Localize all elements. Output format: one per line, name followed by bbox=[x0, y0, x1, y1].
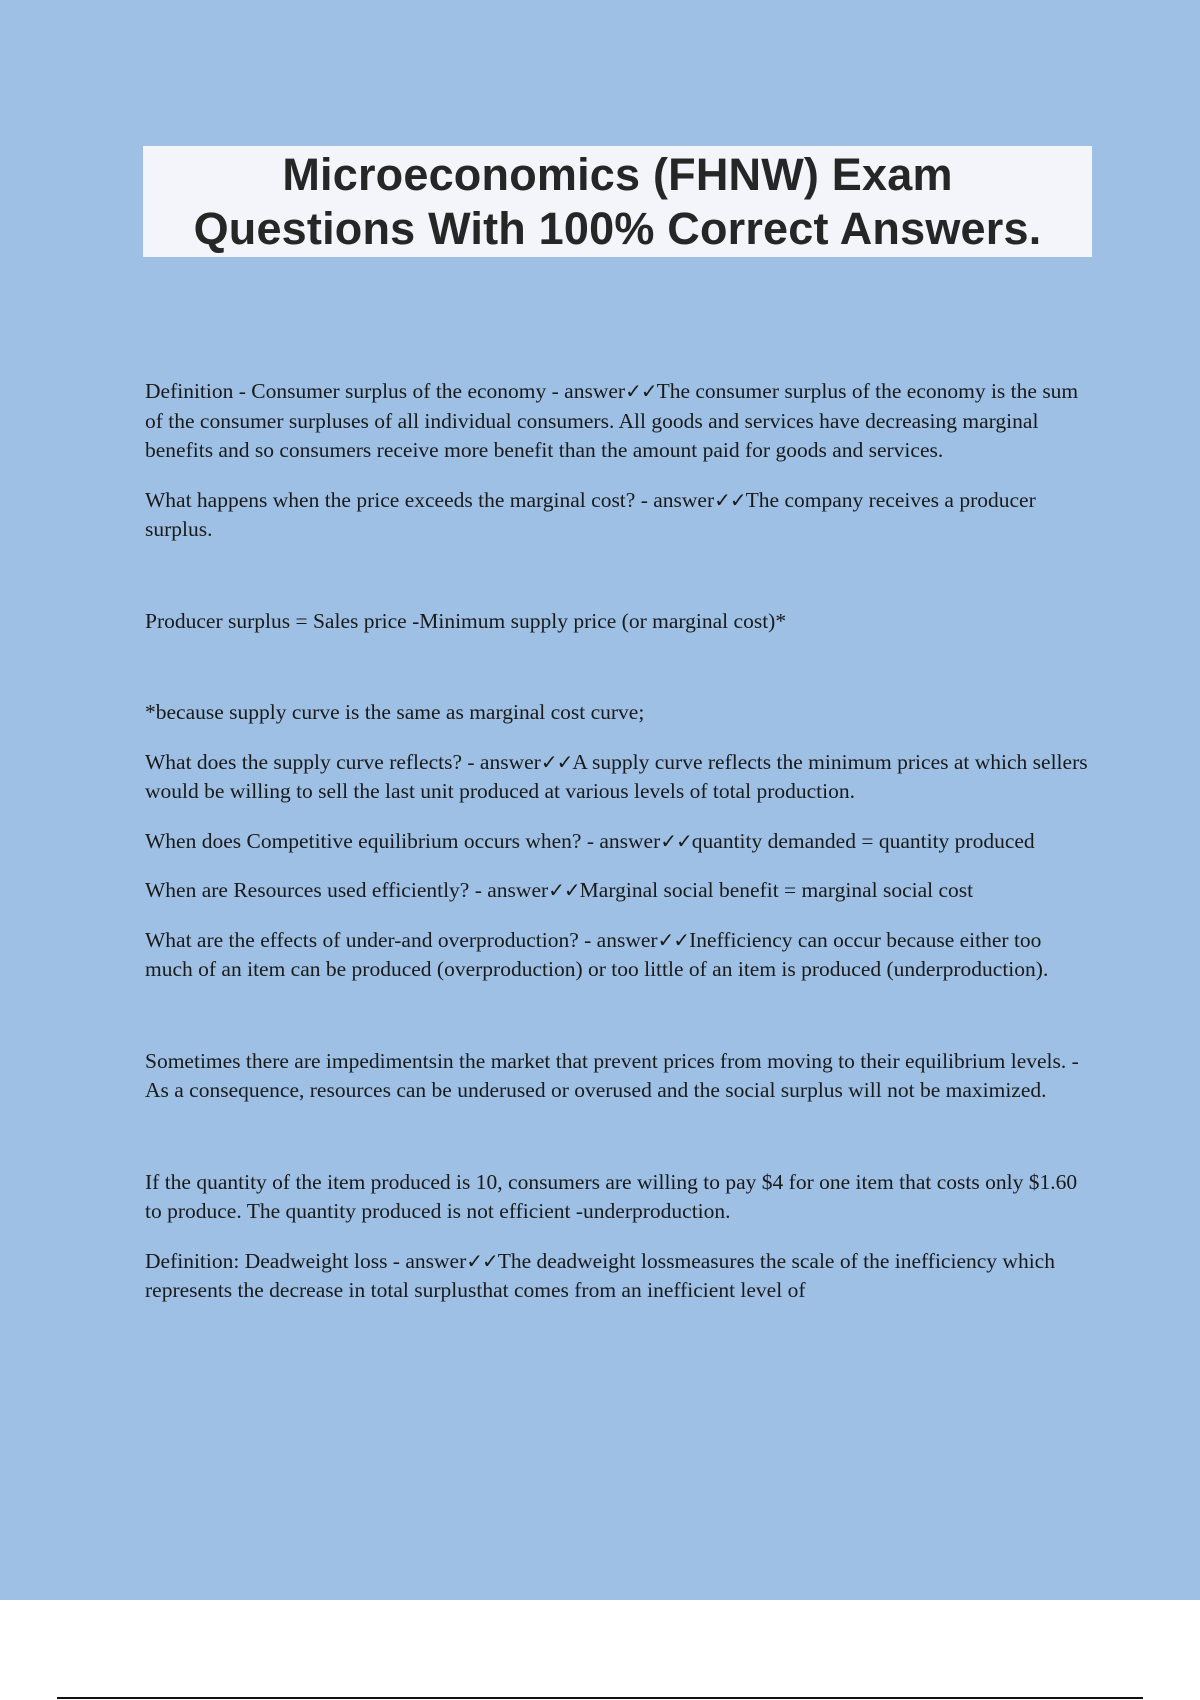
answer-text: The deadweight lossmeasures the scale of the inefficiency which represents the decrease in total surplusthat comes from an inefficient level of bbox=[145, 1248, 1055, 1302]
double-check-icon: ✓✓ bbox=[466, 1248, 498, 1273]
qa-item bbox=[145, 876, 1090, 906]
answer-text: quantity demanded = quantity produced bbox=[691, 828, 1035, 853]
double-check-icon: ✓✓ bbox=[714, 487, 746, 512]
document-title-line-1: Microeconomics (FHNW) Exam bbox=[282, 148, 953, 200]
qa-item bbox=[145, 926, 1090, 985]
footer-divider bbox=[57, 1697, 1143, 1699]
question-text: What are the effects of under-and overproduction? - answer bbox=[145, 927, 658, 952]
question-text: When does Competitive equilibrium occurs when? - answer bbox=[145, 828, 661, 853]
answer-text: The company receives a producer surplus. bbox=[145, 487, 1036, 541]
double-check-icon: ✓✓ bbox=[660, 828, 692, 853]
answer-text: A supply curve reflects the minimum prices at which sellers would be willing to sell the last unit produced at various levels of total production. bbox=[145, 749, 1088, 803]
double-check-icon: ✓✓ bbox=[540, 749, 573, 774]
document-title-line-2: Questions With 100% Correct Answers. bbox=[193, 202, 1042, 254]
qa-item bbox=[145, 827, 1090, 857]
text-paragraph: *because supply curve is the same as marginal cost curve; bbox=[145, 700, 645, 724]
question-text: What does the supply curve reflects? - answer bbox=[145, 749, 541, 774]
qa-item bbox=[145, 486, 1090, 545]
question-text: Definition: Deadweight loss - answer bbox=[145, 1248, 467, 1273]
answer-text: The consumer surplus of the economy is the sum of the consumer surpluses of all individual consumers. All goods and services have decreasing marginal benefits and so consumers receive more benefit than the amount paid for goods and services. bbox=[145, 379, 1079, 462]
text-paragraph: Producer surplus = Sales price -Minimum supply price (or marginal cost)* bbox=[145, 608, 787, 633]
double-check-icon: ✓✓ bbox=[625, 379, 657, 403]
question-text: Definition - Consumer surplus of the economy - answer bbox=[145, 379, 626, 403]
qa-item bbox=[145, 1247, 1090, 1306]
answer-text: Marginal social benefit = marginal social cost bbox=[579, 878, 974, 902]
document-body bbox=[145, 377, 1090, 1306]
answer-text: Inefficiency can occur because either too much of an item can be produced (overproduction) or too little of an item is produced (underproduction). bbox=[145, 927, 1049, 981]
qa-item bbox=[145, 377, 1090, 466]
question-text: When are Resources used efficiently? - answer bbox=[145, 878, 549, 902]
double-check-icon: ✓✓ bbox=[657, 927, 690, 952]
text-paragraph: If the quantity of the item produced is 10, consumers are willing to pay $4 for one item that costs only $1.60 to produce. The quantity produced is not efficient -underproduction. bbox=[145, 1169, 1078, 1223]
title-banner bbox=[143, 146, 1092, 257]
question-text: What happens when the price exceeds the marginal cost? - answer bbox=[145, 487, 715, 512]
double-check-icon: ✓✓ bbox=[548, 878, 580, 902]
qa-item bbox=[145, 748, 1090, 807]
text-paragraph: Sometimes there are impedimentsin the market that prevent prices from moving to their equilibrium levels. -As a consequence, resources can be underused or overused and the social surplus will not be maximized. bbox=[145, 1048, 1079, 1102]
